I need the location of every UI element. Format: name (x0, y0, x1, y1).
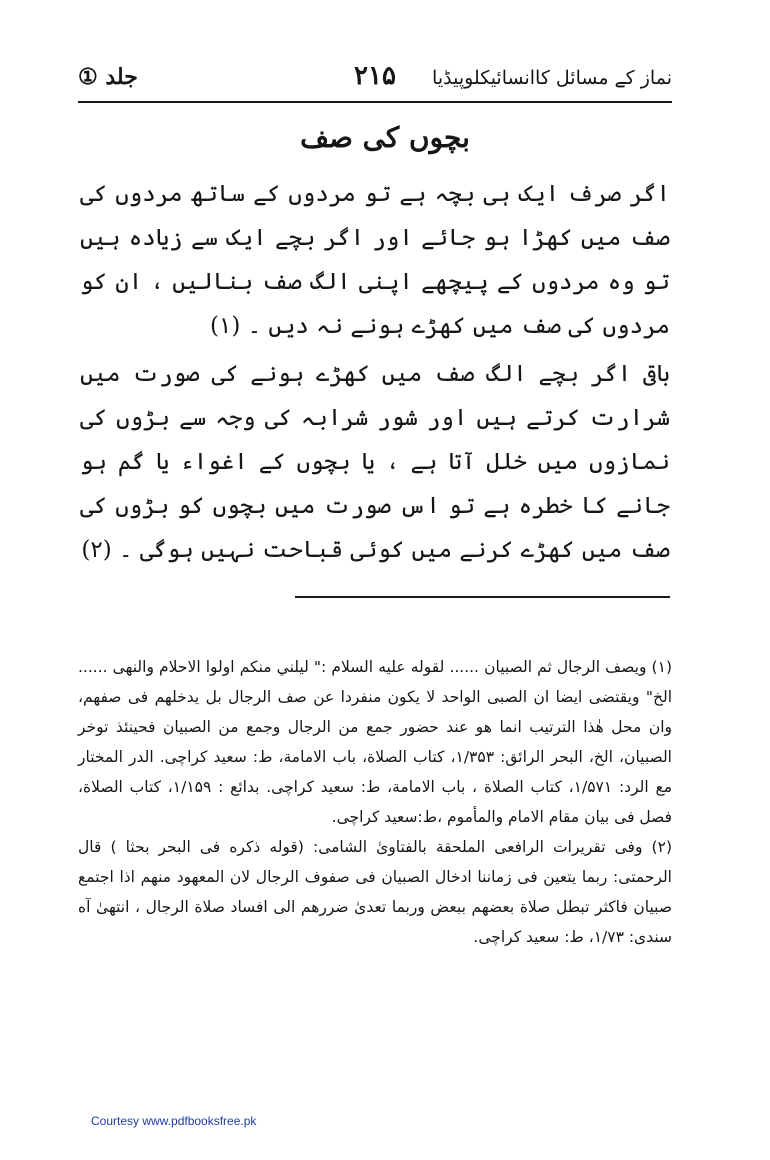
footnote-rule (295, 596, 670, 598)
paragraph-1: اگر صرف ایک ہی بچہ ہے تو مردوں کے ساتھ مردوں کی صف میں کھڑا ہو جائے اور اگر بچے ایک سے زیادہ ہیں تو وہ مردوں کے پیچھے اپنی الگ صف بنالیں ، ان کو مردوں کی صف میں کھڑے ہونے نہ دیں ۔ (۱) (80, 181, 670, 339)
book-title: نماز کے مسائل کاانسائیکلوپیڈیا (432, 67, 672, 89)
courtesy-link[interactable]: Courtesy www.pdfbooksfree.pk (91, 1114, 257, 1128)
footnotes (78, 652, 672, 952)
section-heading: بچوں کی صف (300, 121, 470, 154)
section-body (80, 172, 670, 572)
page-number: ۲۱۵ (354, 61, 396, 91)
header-rule (78, 101, 672, 103)
footnote-2: (۲) وفى تقريرات الرافعى الملحقة بالفتاوىٰ الشامى: (قوله ذكره فى البحر بحثا ) قال الرحمتى: ربما يتعين فى زماننا ادخال الصبيان فى صفوف الرجال لان المعهود منهم اذا اجتمع صبيان فاكثر تبطل صلاة بعضهم ببعض وربما تعدىٰ ضررهم الى افساد صلاة الرجال ، انتهىٰ آه سندى: ۱/۷۳، ط: سعيد كراچى. (78, 838, 672, 946)
volume-label: جلد ① (78, 64, 138, 90)
paragraph-2: باقی اگر بچے الگ صف میں کھڑے ہونے کی صورت میں شرارت کرتے ہیں اور شور شرابہ کی وجہ سے بڑوں کی نمازوں میں خلل آتا ہے ، یا بچوں کے اغواء یا گم ہو جانے کا خطرہ ہے تو اس صورت میں بچوں کو بڑوں کی صف میں کھڑے کرنے میں کوئی قباحت نہیں ہوگی ۔ (۲) (80, 361, 670, 563)
running-header (78, 58, 672, 98)
footnote-1: (۱) ويصف الرجال ثم الصبيان ...... لقوله عليه السلام :" ليلني منكم اولوا الاحلام والنهى ...... الخ" ويقتضى ايضا ان الصبى الواحد لا يكون منفردا عن صف الرجال بل يدخلهم فى صفهم، وان محل هٰذا الترتيب انما هو عند حضور جمع من الرجال وجمع من الصبيان فحينئذ توخر الصبيان، الخ، البحر الرائق: ۱/۳۵۳، كتاب الصلاة، باب الامامة، ط: سعيد كراچى. الدر المختار مع الرد: ۱/۵۷۱، كتاب الصلاة ، باب الامامة، ط: سعيد كراچى. بدائع : ۱/۱۵۹، كتاب الصلاة، فصل فى بيان مقام الامام والمأموم ،ط:سعيد كراچى. (78, 658, 672, 826)
